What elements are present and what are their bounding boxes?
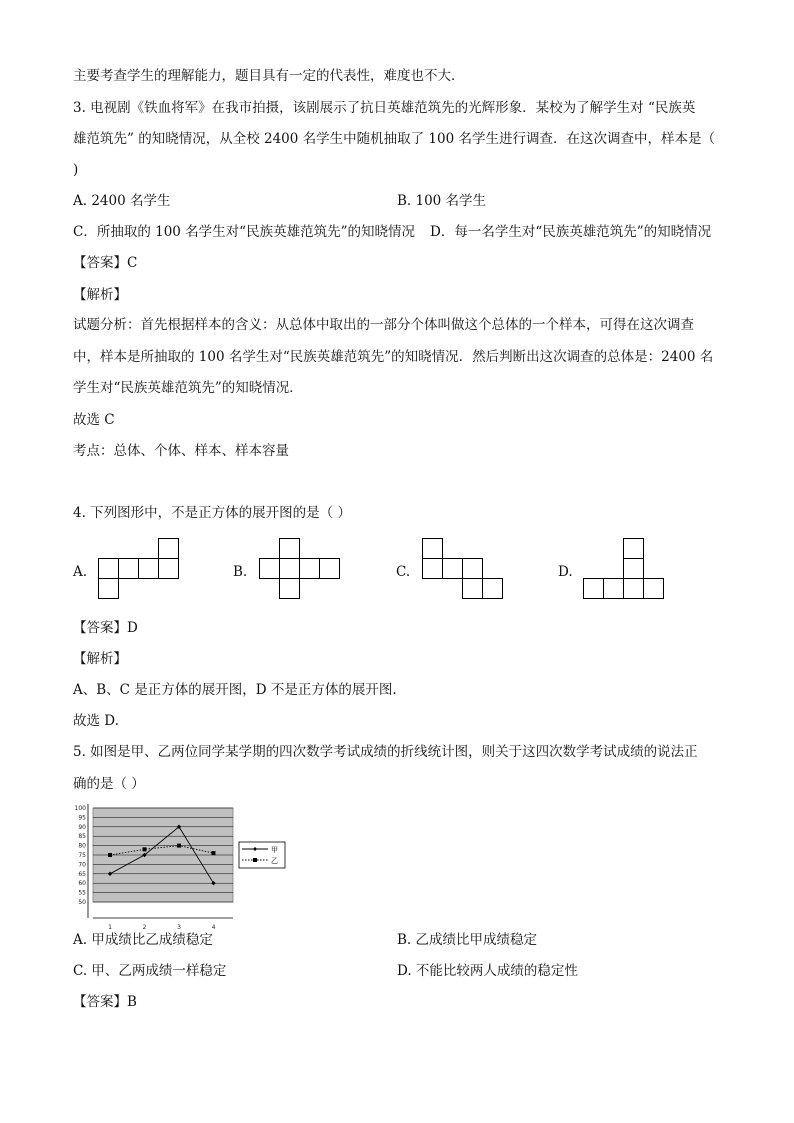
q4-choice: 故选 D. bbox=[73, 713, 119, 729]
y-tick-label: 85 bbox=[78, 833, 86, 841]
data-point bbox=[212, 851, 216, 855]
q5-answer: 【答案】B bbox=[73, 994, 137, 1010]
y-tick-label: 100 bbox=[74, 805, 86, 812]
q3-analysis-line-2: 中，样本是所抽取的 100 名学生对“民族英雄范筑先”的知晓情况．然后判断出这次调查的总体是：2400 名 bbox=[73, 349, 714, 365]
data-point bbox=[108, 853, 112, 857]
q4-net-c bbox=[421, 537, 507, 603]
q3-stem-line-3: ) bbox=[73, 162, 79, 178]
y-tick-label: 50 bbox=[78, 899, 86, 906]
x-tick-label: 3 bbox=[177, 924, 181, 931]
intro-line: 主要考查学生的理解能力，题目具有一定的代表性，难度也不大． bbox=[73, 68, 465, 84]
legend bbox=[239, 842, 285, 868]
q5-option-b: B. 乙成绩比甲成绩稳定 bbox=[397, 932, 538, 948]
q3-keypoint: 考点：总体、个体、样本、样本容量 bbox=[73, 443, 289, 459]
q5-option-c: C. 甲、乙两成绩一样稳定 bbox=[73, 963, 227, 979]
y-tick-label: 55 bbox=[78, 889, 86, 897]
legend-label: 乙 bbox=[271, 857, 278, 865]
q3-analysis-line-1: 试题分析：首先根据样本的含义：从总体中取出的一部分个体叫做这个总体的一个样本，可得在这次调查 bbox=[73, 317, 694, 333]
q4-analysis-tag: 【解析】 bbox=[73, 651, 127, 667]
q3-analysis-tag: 【解析】 bbox=[73, 287, 127, 303]
q3-analysis-line-3: 学生对“民族英雄范筑先”的知晓情况． bbox=[73, 380, 303, 396]
q5-stem-line-2: 确的是（ ） bbox=[73, 776, 145, 792]
q4-label-c: C. bbox=[396, 564, 411, 580]
q4-net-b bbox=[257, 537, 343, 603]
q5-option-a: A. 甲成绩比乙成绩稳定 bbox=[73, 932, 213, 948]
x-tick-label: 1 bbox=[108, 924, 112, 931]
q3-option-b: B. 100 名学生 bbox=[397, 193, 487, 209]
q4-label-a: A. bbox=[73, 564, 88, 580]
q4-stem: 4. 下列图形中，不是正方体的展开图的是（ ） bbox=[73, 505, 351, 521]
y-tick-label: 95 bbox=[78, 814, 86, 822]
q3-choice: 故选 C bbox=[73, 412, 115, 428]
q4-answer: 【答案】D bbox=[73, 620, 138, 636]
x-tick-label: 4 bbox=[211, 924, 216, 931]
q4-analysis: A、B、C 是正方体的展开图，D 不是正方体的展开图. bbox=[73, 682, 397, 698]
q4-net-d bbox=[581, 537, 667, 603]
q3-stem-line-2: 雄范筑先” 的知晓情况，从全校 2400 名学生中随机抽取了 100 名学生进行调查．在这次调查中，样本是（ bbox=[73, 131, 715, 147]
legend-marker bbox=[253, 858, 257, 862]
q3-answer: 【答案】C bbox=[73, 255, 138, 271]
q3-stem-line-1: 3. 电视剧《铁血将军》在我市拍摄，该剧展示了抗日英雄范筑先的光辉形象．某校为了解学生对 “民族英 bbox=[73, 100, 696, 116]
q4-label-b: B. bbox=[233, 564, 248, 580]
x-tick-label: 2 bbox=[142, 924, 147, 931]
q3-option-c: C．所抽取的 100 名学生对“民族英雄范筑先”的知晓情况 bbox=[73, 224, 415, 240]
q3-option-a: A. 2400 名学生 bbox=[73, 193, 171, 209]
y-tick-label: 90 bbox=[78, 823, 86, 831]
q3-option-d: D．每一名学生对“民族英雄范筑先”的知晓情况 bbox=[430, 224, 712, 240]
y-tick-label: 70 bbox=[78, 861, 86, 869]
legend-label: 甲 bbox=[271, 846, 278, 854]
q5-stem-line-1: 5. 如图是甲、乙两位同学某学期的四次数学考试成绩的折线统计图，则关于这四次数学考试成绩的说法正 bbox=[73, 744, 698, 760]
q4-net-a bbox=[95, 537, 181, 603]
y-tick-label: 80 bbox=[78, 842, 86, 850]
y-tick-label: 65 bbox=[78, 870, 86, 878]
q5-option-d: D. 不能比较两人成绩的稳定性 bbox=[397, 963, 578, 979]
line-chart bbox=[66, 800, 296, 931]
q4-label-d: D. bbox=[558, 564, 573, 580]
y-tick-label: 60 bbox=[78, 880, 86, 888]
y-tick-label: 75 bbox=[78, 852, 86, 859]
data-point bbox=[143, 847, 147, 851]
data-point bbox=[177, 844, 181, 848]
